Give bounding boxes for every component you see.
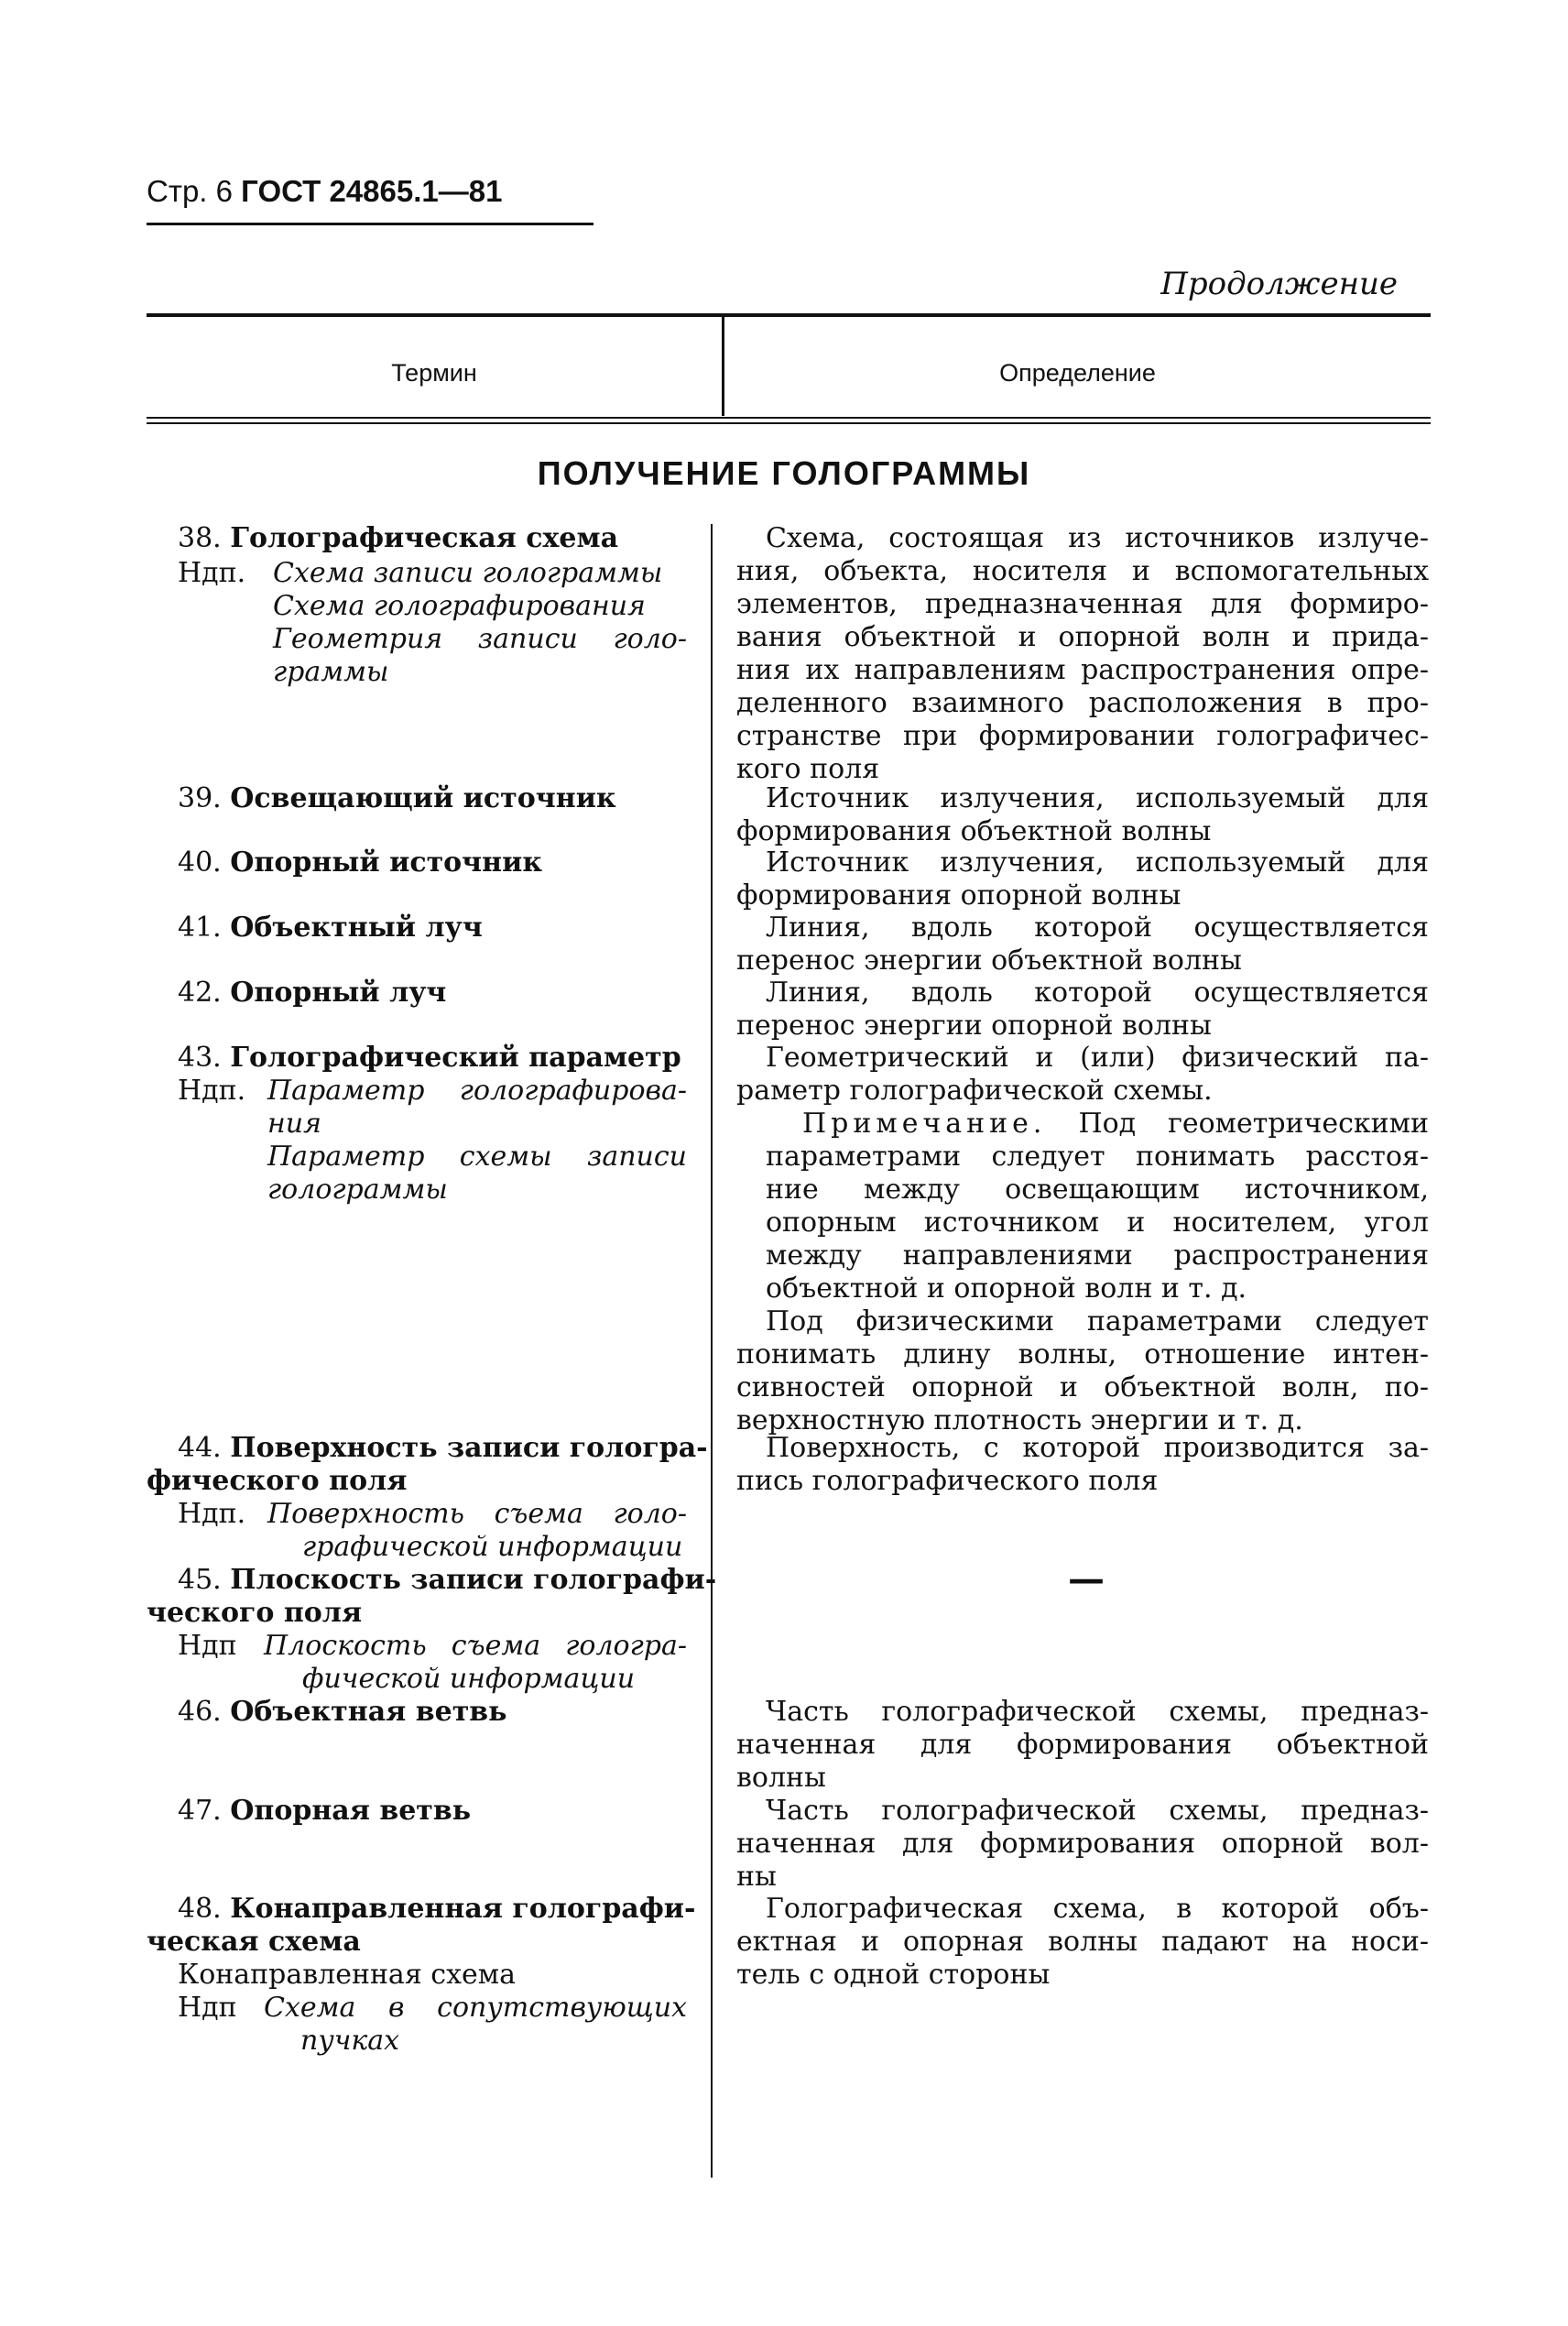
definition-line: Под физическими параметрами следует [766,1305,1429,1338]
definition-line: волны [736,1762,826,1794]
term-38-ndp: Ндп. [178,557,246,589]
gost-number: ГОСТ 24865.1—81 [241,174,503,208]
header-rule [147,223,593,225]
definition-line: Часть голографической схемы, предназ- [766,1795,1429,1827]
definition-41 [736,912,1429,977]
term-43-synonym: Параметр голографирова- [267,1075,687,1107]
definition-line: ектная и опорная волны падают на носи- [736,1926,1429,1958]
definition-line: Источник излучения, используемый для [766,846,1429,879]
term-42: 42. Опорный луч [178,977,447,1009]
term-46: 46. Объектная ветвь [178,1696,507,1728]
definition-line: вания объектной и опорной волн и прида- [736,621,1429,653]
term-45: 45. Плоскость записи голографи- [178,1564,717,1596]
term-45-cont: ческого поля [147,1597,363,1629]
definition-line: перенос энергии объектной волны [736,945,1242,977]
definition-line: понимать длину волны, отношение интен- [736,1338,1429,1370]
definition-43-note [766,1108,1429,1305]
definition-40 [736,846,1429,912]
term-43-synonym: Параметр схемы записи [267,1141,687,1173]
term-38-synonym: Схема голографирования [273,590,646,622]
definition-line: ны [736,1861,777,1893]
definition-38 [736,522,1429,786]
term-48-ndp: Ндп [178,1992,237,2024]
definition-line: формирования опорной волны [736,879,1181,912]
term-38-synonym: граммы [273,656,389,688]
definition-line: наченная для формирования объектной [736,1729,1429,1761]
term-45-ndp: Ндп [178,1630,237,1662]
definition-line: ния их направлениям распространения опре- [736,654,1429,686]
definition-line: Поверхность, с которой производится за- [766,1432,1429,1464]
definition-line: элементов, предназначенная для формиро- [736,588,1429,620]
term-44-synonym: графической информации [302,1531,683,1563]
table-top-rule [147,313,1431,317]
term-43: 43. Голографический параметр [178,1042,681,1074]
continuation-label: Продолжение [1160,266,1398,302]
definition-line: объектной и опорной волн и т. д. [766,1272,1247,1305]
term-44-ndp: Ндп. [178,1498,246,1530]
definition-line: между направлениями распространения [766,1239,1429,1272]
definition-line: тель с одной стороны [736,1959,1051,1991]
term-39: 39. Освещающий источник [178,782,616,814]
definition-39 [736,782,1429,848]
definition-line: раметр голографической схемы. [736,1075,1213,1107]
definition-line: верхностную плотность энергии и т. д. [736,1404,1303,1436]
term-47: 47. Опорная ветвь [178,1795,472,1827]
definition-47 [736,1795,1429,1894]
definition-line: деленного взаимного расположения в про- [736,687,1429,719]
definition-line: ния, объекта, носителя и вспомогательных [736,555,1429,587]
definition-line: Геометрический и (или) физический па- [766,1042,1429,1074]
note-first-line: Примечание. Под геометрическими [802,1108,1429,1140]
term-48-synonym: пучках [300,2025,400,2057]
definition-line: Схема, состоящая из источников излуче- [766,522,1429,554]
definition-line: странстве при формировании голографичес- [736,720,1429,752]
definition-line: Голографическая схема, в которой объ- [766,1893,1429,1925]
term-44-cont: фического поля [147,1465,408,1497]
term-48: 48. Конаправленная голографи- [178,1893,696,1925]
page-label: Стр. 6 [147,174,233,208]
definition-line: параметрами следует понимать расстоя- [766,1141,1429,1173]
term-48-short: Конаправленная схема [178,1959,516,1991]
definition-line: опорным источником и носителем, угол [766,1207,1429,1239]
table-head-rule-1 [147,417,1431,419]
term-38-synonym: Геометрия записи голо- [273,623,687,655]
definition-line: перенос энергии опорной волны [736,1010,1212,1042]
column-header-term: Термин [391,359,477,387]
definition-line: кого поля [736,753,880,785]
definition-line: Часть голографической схемы, предназ- [766,1696,1429,1728]
definition-46 [736,1696,1429,1795]
term-40: 40. Опорный источник [178,846,543,879]
column-header-definition: Определение [999,359,1156,387]
definition-45-dash: — [1068,1557,1105,1600]
definition-line: формирования объектной волны [736,815,1212,847]
term-41: 41. Объектный луч [178,912,483,944]
definition-line: Линия, вдоль которой осуществляется [766,912,1429,944]
section-title: ПОЛУЧЕНИЕ ГОЛОГРАММЫ [537,454,1031,492]
definition-42 [736,977,1429,1043]
term-45-synonym: Плоскость съема гологра- [264,1630,687,1662]
term-38-synonym: Схема записи голограммы [273,557,663,589]
term-43-ndp: Ндп. [178,1075,246,1107]
definition-43-note2 [736,1305,1429,1437]
term-43-synonym: ния [267,1108,321,1140]
note-body [766,1141,1429,1305]
definition-line: Источник излучения, используемый для [766,782,1429,814]
body-column-divider [711,524,713,2178]
term-48-synonym: Схема в сопутствующих [264,1992,687,2024]
definition-line: Линия, вдоль которой осуществляется [766,977,1429,1009]
term-45-synonym: фической информации [302,1663,636,1695]
definition-48 [736,1893,1429,1992]
term-48-cont: ческая схема [147,1926,361,1958]
term-43-synonym: голограммы [267,1174,448,1206]
definition-line: пись голографического поля [736,1465,1159,1497]
term-38: 38. Голографическая схема [178,522,619,554]
page-header [147,174,502,209]
definition-line: наченная для формирования опорной вол- [736,1828,1429,1860]
term-44-synonym: Поверхность съема голо- [267,1498,687,1530]
definition-line: сивностей опорной и объектной волн, по- [736,1371,1429,1403]
definition-43 [736,1042,1429,1108]
table-head-rule-2 [147,422,1431,424]
definition-44 [736,1432,1429,1498]
definition-line: ние между освещающим источником, [766,1174,1429,1206]
term-44: 44. Поверхность записи гологра- [178,1432,708,1464]
